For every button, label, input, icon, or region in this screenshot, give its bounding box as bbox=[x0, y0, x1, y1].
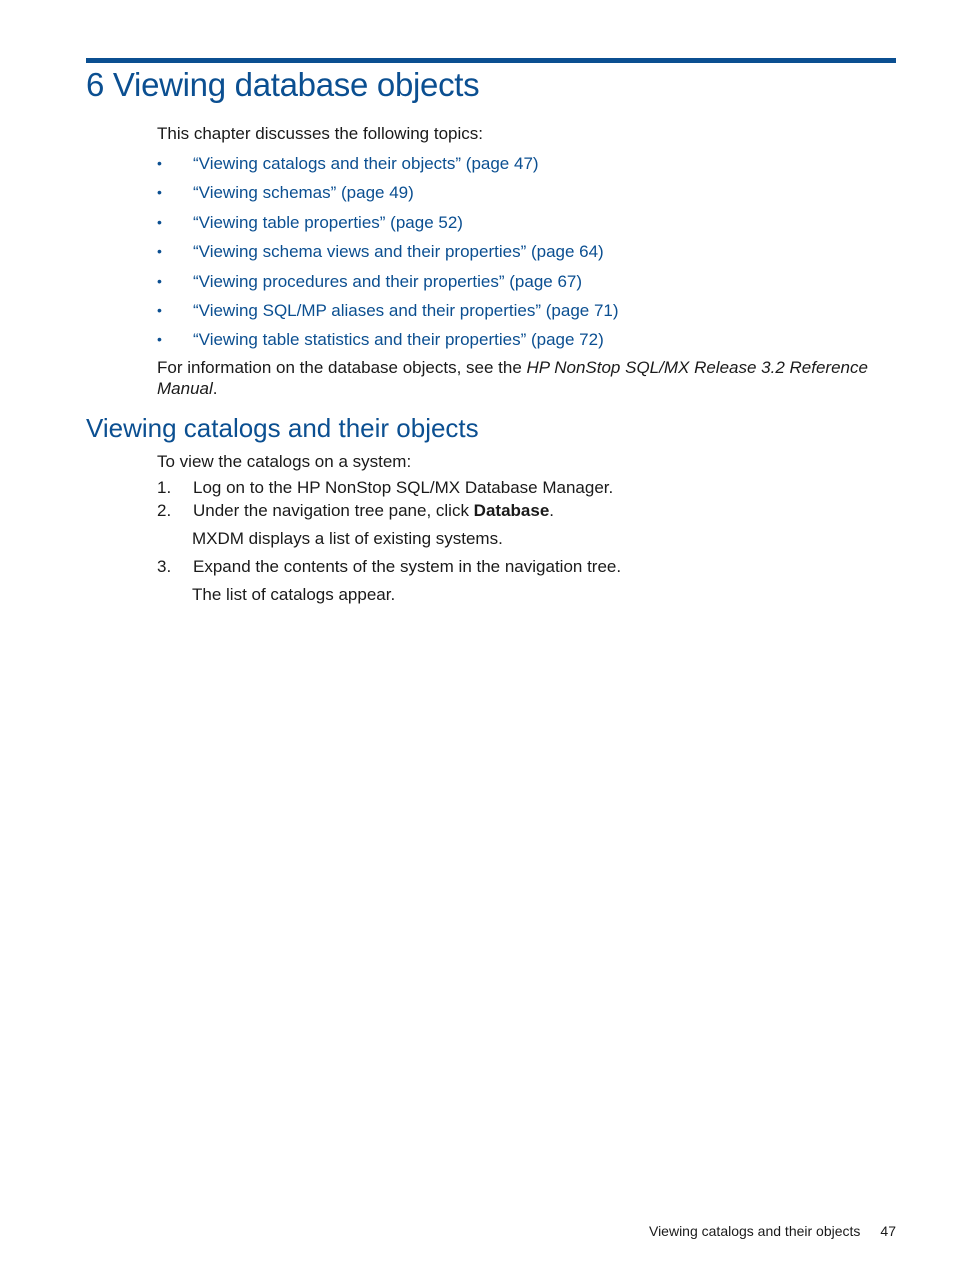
chapter-top-rule bbox=[86, 58, 896, 63]
bullet-icon: • bbox=[157, 213, 162, 230]
chapter-title: 6 Viewing database objects bbox=[86, 66, 480, 103]
topic-link-catalogs[interactable]: “Viewing catalogs and their objects” (page 47) bbox=[193, 154, 539, 173]
info-prefix: For information on the database objects, see the bbox=[157, 358, 527, 377]
topic-link-schema-views[interactable]: “Viewing schema views and their properties” (page 64) bbox=[193, 242, 604, 262]
step-text: Expand the contents of the system in the navigation tree. bbox=[193, 557, 622, 576]
step-result-note: MXDM displays a list of existing systems. bbox=[192, 529, 503, 548]
topic-link-table-statistics[interactable]: “Viewing table statistics and their properties” (page 72) bbox=[193, 330, 604, 350]
bullet-icon: • bbox=[157, 331, 162, 348]
bullet-icon: • bbox=[157, 301, 162, 318]
chapter-intro: This chapter discusses the following topics: bbox=[157, 124, 483, 143]
info-paragraph bbox=[157, 357, 887, 399]
bullet-icon: • bbox=[157, 243, 162, 260]
page-number: 47 bbox=[880, 1223, 896, 1239]
topic-link-table-properties[interactable]: “Viewing table properties” (page 52) bbox=[193, 212, 463, 232]
topic-link-procedures[interactable]: “Viewing procedures and their properties” (page 67) bbox=[193, 271, 583, 291]
manual-title: HP NonStop SQL/MX Release 3.2 Reference Manual bbox=[157, 358, 868, 398]
step-result-note: The list of catalogs appear. bbox=[192, 585, 396, 604]
section-title: Viewing catalogs and their objects bbox=[86, 413, 479, 443]
topic-link-sqlmp-aliases[interactable]: “Viewing SQL/MP aliases and their properties” (page 71) bbox=[193, 300, 619, 320]
step-text-prefix: Under the navigation tree pane, click bbox=[193, 501, 474, 520]
bullet-icon: • bbox=[157, 155, 162, 171]
step-number: 2. bbox=[157, 501, 172, 520]
bullet-icon: • bbox=[157, 272, 162, 289]
page-footer bbox=[649, 1222, 896, 1240]
step-text bbox=[193, 500, 554, 521]
footer-section-title: Viewing catalogs and their objects bbox=[648, 1223, 861, 1239]
step-number: 1. bbox=[157, 478, 172, 497]
step-text: Log on to the HP NonStop SQL/MX Database Manager. bbox=[193, 478, 614, 497]
database-ui-label: Database bbox=[473, 501, 550, 520]
bullet-icon: • bbox=[157, 184, 162, 201]
step-number: 3. bbox=[157, 557, 172, 576]
step-text-suffix: . bbox=[549, 501, 555, 520]
info-suffix: . bbox=[212, 379, 218, 398]
steps-intro: To view the catalogs on a system: bbox=[157, 452, 412, 471]
topic-link-schemas[interactable]: “Viewing schemas” (page 49) bbox=[193, 183, 414, 203]
